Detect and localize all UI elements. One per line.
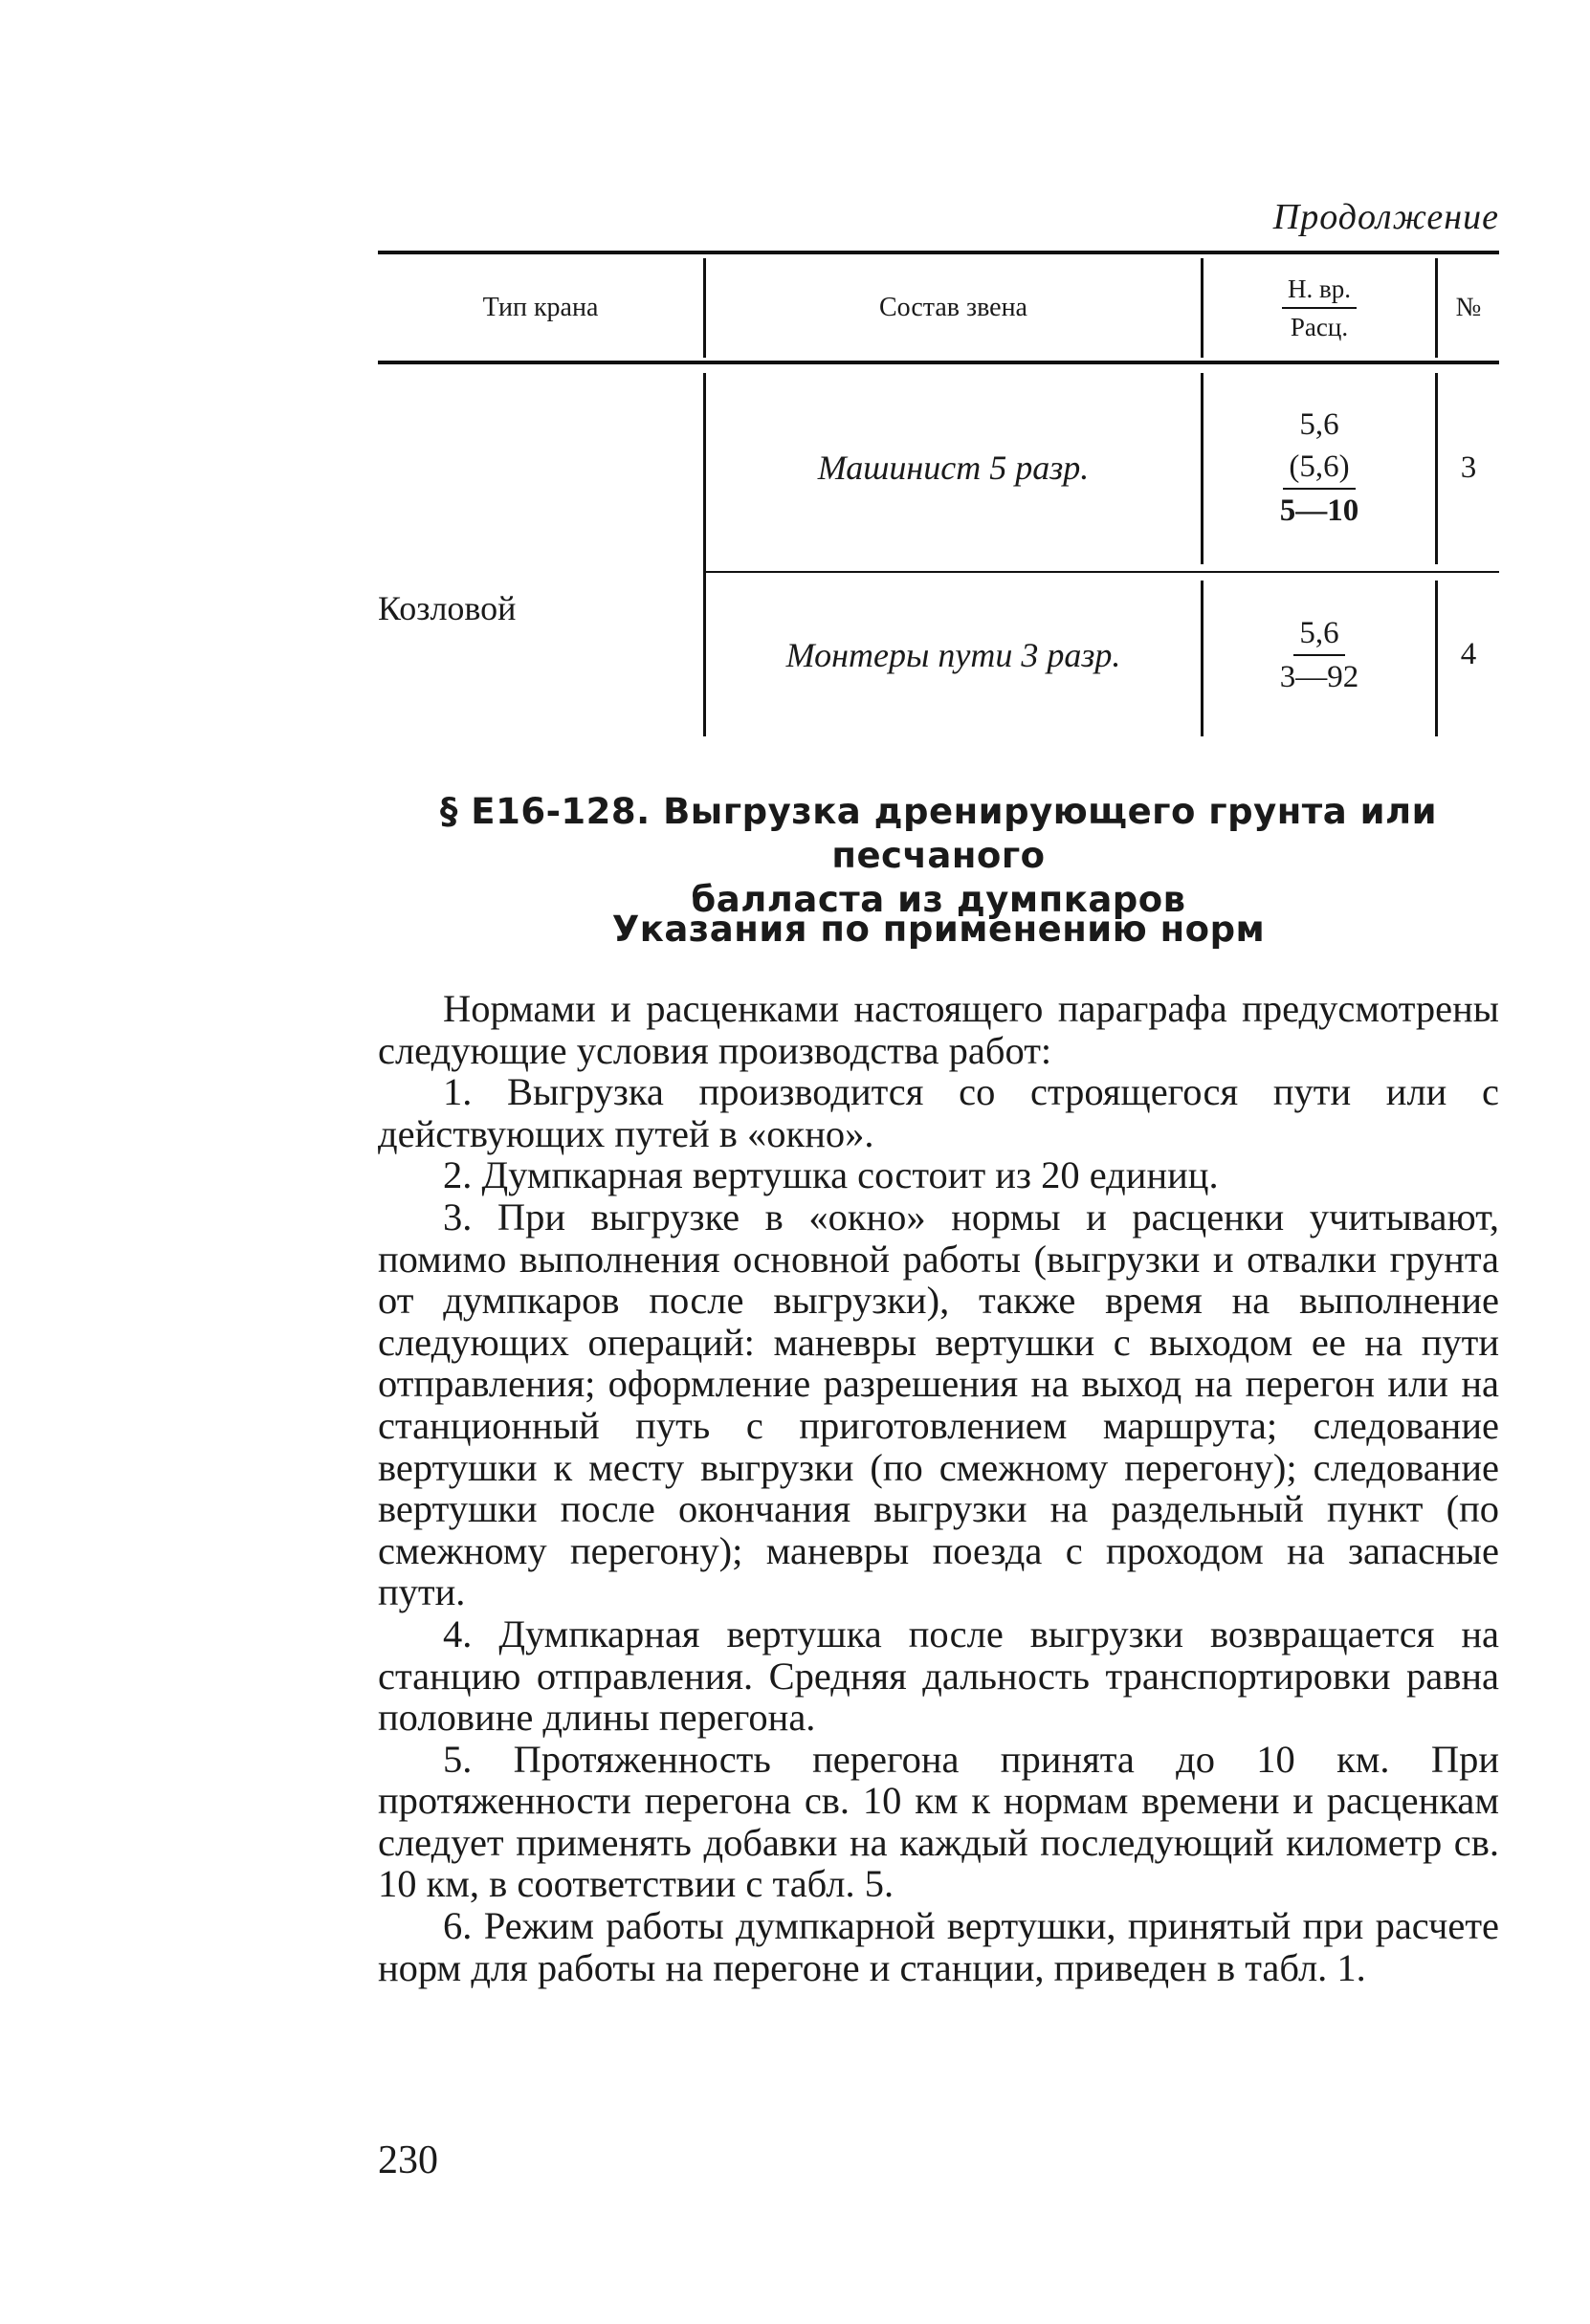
- header-norm-time: Н. вр.: [1282, 271, 1357, 309]
- header-crane-type-label: Тип крана: [482, 292, 599, 322]
- header-crane-type: [378, 254, 703, 361]
- section-title-line-2: балласта из думпкаров: [691, 879, 1186, 920]
- paragraph: Нормами и расценками настоящего параграфа предусмотрены следующие условия производства работ:: [378, 987, 1499, 1072]
- row-number: 3: [1460, 449, 1477, 485]
- paragraph: 1. Выгрузка производится со строящегося пути или с действующих путей в «окно».: [378, 1070, 1499, 1155]
- norms-table: [378, 251, 1499, 738]
- continuation-label: Продолжение: [1272, 197, 1499, 237]
- header-crew-label: Состав звена: [879, 292, 1027, 322]
- paragraph: 4. Думпкарная вертушка после выгрузки возвращается на станцию отправления. Средняя дальность транспортировки равна половине длины перегона.: [378, 1611, 1499, 1740]
- table-row-number: [1438, 573, 1499, 736]
- paragraph: 2. Думпкарная вертушка состоит из 20 единиц.: [443, 1153, 1219, 1197]
- table-row-number: [1438, 364, 1499, 571]
- norm-time: 5,6: [1293, 612, 1344, 656]
- row-number: 4: [1460, 637, 1477, 671]
- crane-type-value: Козловой: [378, 588, 517, 627]
- crane-type-cell: [378, 364, 703, 736]
- section-title-line-1: § Е16-128. Выгрузка дренирующего грунта или песчаного: [439, 791, 1438, 876]
- table-row-norm: [1204, 364, 1435, 571]
- norm-rate: 3—92: [1279, 659, 1359, 694]
- section-subtitle: Указания по применению норм: [611, 909, 1266, 950]
- body-text: [378, 988, 1499, 1988]
- crew-value: Машинист 5 разр.: [817, 449, 1090, 487]
- norm-fraction: [1280, 404, 1359, 532]
- header-number-label: №: [1455, 292, 1482, 322]
- header-number: [1438, 254, 1499, 361]
- header-norm-rate: Расц.: [1290, 312, 1349, 341]
- header-norm-fraction: [1282, 271, 1357, 345]
- norm-rate: 5—10: [1279, 493, 1359, 528]
- header-norm: [1204, 254, 1435, 361]
- crew-value: Монтеры пути 3 разр.: [785, 635, 1121, 674]
- norm-time: 5,6: [1299, 407, 1339, 442]
- norm-fraction: [1280, 612, 1359, 698]
- page-number: 230: [378, 2138, 438, 2182]
- table-row-norm: [1204, 573, 1435, 736]
- paragraph: 6. Режим работы думпкарной вертушки, принятый при расчете норм для работы на перегоне и станции, приведен в табл. 1.: [378, 1904, 1499, 1989]
- norm-time-alt: (5,6): [1283, 446, 1355, 490]
- header-crew: [706, 254, 1201, 361]
- paragraph: 5. Протяженность перегона принята до 10 км. При протяженности перегона св. 10 км к нормам времени и расценкам следует применять добавки на каждый последующий километр св. 10 км, в соответствии с табл. 5.: [378, 1737, 1499, 1906]
- section-title: [378, 790, 1499, 922]
- paragraph: 3. При выгрузке в «окно» нормы и расценки учитывают, помимо выполнения основной работы (выгрузки и отвалки грунта от думпкаров после выгрузки), также время на выполнение следующих операций: маневры вертушки с выходом ее на пути отправления; оформление разрешения на выход на перегон или на станционный путь с приготовлением маршрута; следование вертушки к месту выгрузки (по смежному перегону); следование вертушки после окончания выгрузки на раздельный пункт (по смежному перегону); маневры поезда с проходом на запасные пути.: [378, 1195, 1499, 1614]
- table-row-crew: [706, 364, 1201, 571]
- table-row-crew: [706, 573, 1201, 736]
